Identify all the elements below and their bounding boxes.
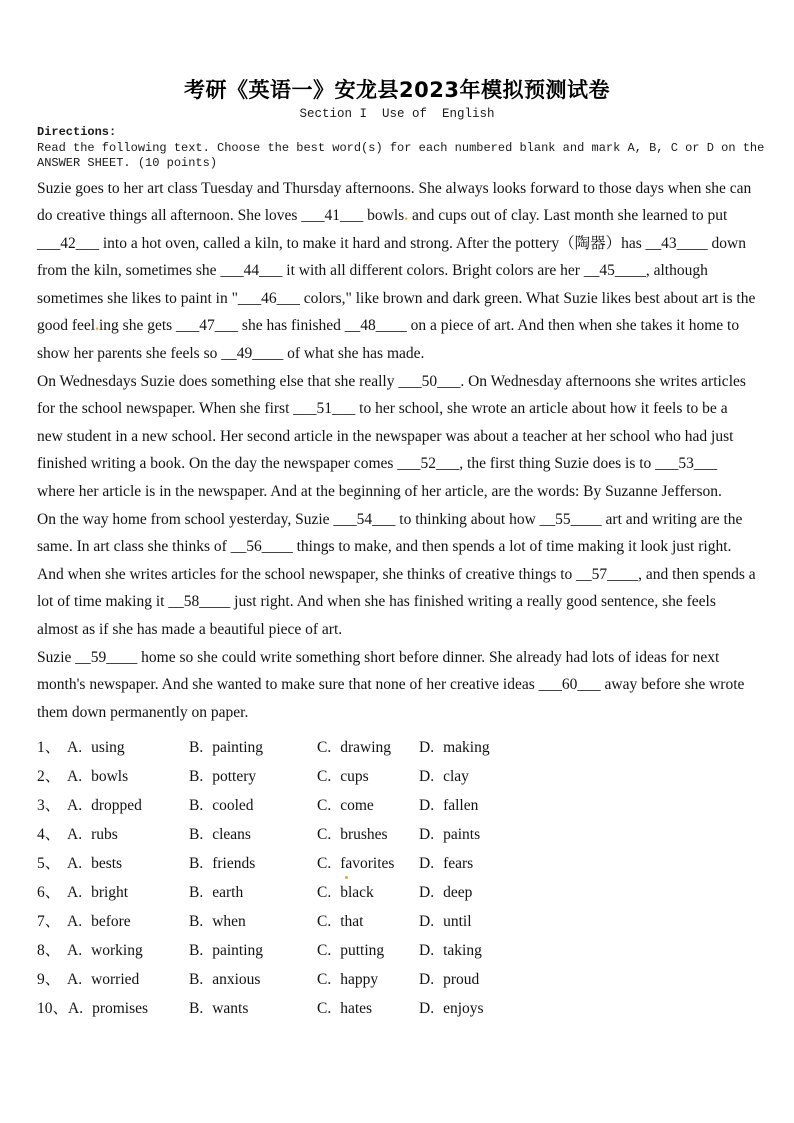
question-row (37, 792, 757, 821)
option-word: bright (91, 883, 129, 901)
passage-paragraph-4: Suzie __59____ home so she could write something short before dinner. She already had lots of ideas for next month's newspaper. And she wanted to make sure that none of her creative ideas ___60___ away before she wrote them down permanently on paper. (37, 648, 745, 721)
option-letter: C. (317, 768, 332, 786)
option-word: working (91, 941, 143, 959)
option-text (91, 850, 122, 879)
option-text (212, 937, 263, 966)
option-word: when (212, 912, 246, 930)
option-a (37, 763, 189, 792)
option-text (340, 763, 368, 792)
passage-paragraph-3: On the way home from school yesterday, Suzie ___54___ to thinking about how __55____ art and writing are the same. In art class she thinks of __56____ things to make, and then spends a lot of time making it look just right. And when she writes articles for the school newspaper, she thinks of creative things to __57____, and then spends a lot of time making it __58____ just right. And when she has finished writing a really good sentence, she feels almost as if she has made a beautiful piece of art. (37, 510, 756, 638)
option-letter: C. (317, 739, 332, 757)
option-word: until (443, 912, 472, 930)
option-a (37, 850, 189, 879)
option-text (340, 966, 378, 995)
option-c (317, 879, 419, 908)
option-word: bowls (91, 768, 129, 786)
option-text (212, 821, 251, 850)
question-row (37, 734, 757, 763)
option-b (189, 937, 317, 966)
directions-text: Read the following text. Choose the best word(s) for each numbered blank and mark A, B, C or D on the ANSWER SHEET. (10 points) (37, 140, 765, 170)
option-b (189, 821, 317, 850)
question-row (37, 908, 757, 937)
option-d (419, 763, 757, 792)
question-number: 3、 (37, 797, 61, 815)
option-letter: B. (189, 739, 204, 757)
option-letter: D. (419, 970, 435, 988)
option-word: wants (212, 999, 249, 1017)
option-b (189, 966, 317, 995)
option-text (212, 763, 256, 792)
option-text (340, 908, 363, 937)
option-text (340, 879, 374, 908)
option-text (212, 850, 255, 879)
question-row (37, 879, 757, 908)
option-b (189, 734, 317, 763)
option-text (443, 821, 480, 850)
option-word: using (91, 739, 125, 757)
option-word: worried (91, 970, 140, 988)
option-letter: D. (419, 912, 435, 930)
option-text (443, 734, 490, 763)
option-d (419, 966, 757, 995)
option-text (443, 966, 479, 995)
option-b (189, 850, 317, 879)
option-word: black (340, 883, 374, 901)
question-number: 6、 (37, 883, 61, 901)
option-text (212, 995, 248, 1024)
orange-period: . (95, 317, 99, 335)
option-letter: C. (317, 797, 332, 815)
option-letter: A. (68, 999, 84, 1017)
option-text (443, 995, 483, 1024)
option-b (189, 879, 317, 908)
option-text (91, 821, 118, 850)
option-word: cooled (212, 797, 254, 815)
option-d (419, 792, 757, 821)
option-letter: A. (67, 912, 83, 930)
option-word: hates (340, 999, 373, 1017)
question-number: 1、 (37, 739, 61, 757)
option-letter: D. (419, 797, 435, 815)
option-word: fallen (443, 797, 479, 815)
option-letter: C. (317, 999, 332, 1017)
option-text (340, 995, 372, 1024)
option-word: enjoys (443, 999, 484, 1017)
option-word: promises (92, 999, 149, 1017)
option-letter: B. (189, 826, 204, 844)
option-letter: D. (419, 768, 435, 786)
passage-paragraph-1 (37, 175, 757, 368)
option-c (317, 763, 419, 792)
option-letter: A. (67, 797, 83, 815)
option-letter: A. (67, 826, 83, 844)
option-d (419, 734, 757, 763)
option-text (91, 966, 139, 995)
question-list (37, 734, 757, 1023)
question-number: 4、 (37, 826, 61, 844)
option-word: friends (212, 855, 256, 872)
page-title: 考研《英语一》安龙县2023年模拟预测试卷 (184, 78, 610, 102)
option-letter: C. (317, 883, 332, 901)
option-word: that (340, 912, 364, 930)
question-row (37, 937, 757, 966)
option-text (443, 850, 473, 879)
passage-paragraph-2: On Wednesdays Suzie does something else that she really ___50___. On Wednesday afternoons she writes articles for the school newspaper. When she first ___51___ to her school, she wrote an article about how it feels to be a new student in a new school. Her second article in the newspaper was about a teacher at her school who had just finished writing a book. On the day the newspaper comes ___52___, the first thing Suzie does is to ___53___ where her article is in the newspaper. And at the beginning of her article, are the words: By Suzanne Jefferson. (37, 372, 746, 501)
option-word: dropped (91, 797, 142, 815)
option-letter: B. (189, 912, 204, 930)
directions-label: Directions: (37, 125, 117, 139)
option-word: painting (212, 941, 264, 959)
option-word: come (340, 797, 374, 815)
option-letter: B. (189, 883, 204, 901)
option-word: drawing (340, 739, 392, 757)
option-letter: C. (317, 970, 332, 988)
option-a (37, 908, 189, 937)
question-number: 7、 (37, 912, 61, 930)
question-number: 8、 (37, 941, 61, 959)
option-c (317, 850, 419, 879)
option-text (340, 850, 394, 879)
option-text (443, 937, 482, 966)
option-text (92, 995, 148, 1024)
option-text (443, 792, 478, 821)
option-letter: D. (419, 999, 435, 1017)
option-letter: A. (67, 739, 83, 757)
question-number: 2、 (37, 768, 61, 786)
option-c (317, 908, 419, 937)
option-text (212, 966, 260, 995)
option-letter: A. (67, 855, 83, 872)
option-letter: C. (317, 826, 332, 844)
option-c (317, 937, 419, 966)
option-text (443, 763, 469, 792)
option-letter: B. (189, 970, 204, 988)
option-a (37, 995, 189, 1024)
question-row (37, 821, 757, 850)
option-b (189, 792, 317, 821)
option-text (340, 937, 384, 966)
option-word: painting (212, 739, 264, 757)
option-text (212, 908, 246, 937)
option-text (340, 734, 391, 763)
option-c (317, 995, 419, 1024)
option-a (37, 792, 189, 821)
option-word: bests (91, 855, 123, 872)
paragraph-text: ing she gets ___47___ she has finished __48____ on a piece of art. And then when she takes it home to show her parents she feels so __49____ of what she has made. (37, 317, 740, 363)
option-letter: D. (419, 855, 435, 872)
option-word: paints (443, 826, 481, 844)
option-word: before (91, 912, 131, 930)
option-word: earth (212, 883, 244, 901)
paragraph-text: Suzie goes to her art class Tuesday and Thursday afternoons. She always looks forward to those days when she can do creative things all afternoon. She loves ___41___ bowls (37, 179, 752, 225)
option-letter: A. (67, 970, 83, 988)
option-d (419, 995, 757, 1024)
option-a (37, 734, 189, 763)
option-d (419, 937, 757, 966)
option-word: brushes (340, 826, 388, 844)
option-c (317, 792, 419, 821)
question-row (37, 995, 757, 1024)
option-word: favorites (340, 855, 395, 872)
option-word: putting (340, 941, 385, 959)
option-letter: A. (67, 883, 83, 901)
option-text (443, 879, 472, 908)
option-c (317, 821, 419, 850)
option-text (91, 937, 143, 966)
question-row (37, 763, 757, 792)
option-text (91, 879, 128, 908)
option-word: fears (443, 855, 474, 872)
option-letter: B. (189, 999, 204, 1017)
option-letter: D. (419, 739, 435, 757)
question-number: 10、 (37, 999, 69, 1017)
option-d (419, 879, 757, 908)
option-word: clay (443, 768, 469, 786)
option-b (189, 995, 317, 1024)
option-letter: B. (189, 797, 204, 815)
option-word: cups (340, 768, 369, 786)
question-number: 9、 (37, 970, 61, 988)
question-row (37, 850, 757, 879)
option-text (91, 792, 142, 821)
option-word: making (443, 739, 490, 757)
option-word: proud (443, 970, 480, 988)
orange-period: . (404, 207, 409, 225)
option-c (317, 734, 419, 763)
option-text (340, 821, 387, 850)
option-d (419, 850, 757, 879)
option-a (37, 966, 189, 995)
option-text (212, 879, 243, 908)
option-word: cleans (212, 826, 251, 844)
option-word: taking (443, 941, 482, 959)
paragraph-text: and cups out of clay. Last month she learned to put ___42___ into a hot oven, called a kiln, to make it hard and strong. After the pottery（陶器）has __43____ down from the kiln, sometimes she ___44___ it with all different colors. Bright colors are her __45____, although sometimes she likes to paint in "___46___ colors," like brown and dark green. What Suzie likes best about art is the good feel (37, 207, 756, 335)
option-letter: C. (317, 912, 332, 930)
option-c (317, 966, 419, 995)
option-d (419, 908, 757, 937)
option-letter: D. (419, 883, 435, 901)
option-a (37, 937, 189, 966)
option-word: happy (340, 970, 379, 988)
option-letter: B. (189, 941, 204, 959)
directions-block (37, 125, 771, 172)
option-word: rubs (91, 826, 118, 844)
option-letter: C. (317, 941, 332, 959)
option-word: anxious (212, 970, 261, 988)
option-letter: B. (189, 768, 204, 786)
option-text (91, 908, 131, 937)
option-text (212, 734, 263, 763)
option-letter: D. (419, 941, 435, 959)
option-b (189, 763, 317, 792)
option-text (340, 792, 374, 821)
option-text (212, 792, 253, 821)
section-heading: Section I Use of English (299, 107, 495, 121)
option-a (37, 821, 189, 850)
option-text (443, 908, 471, 937)
question-number: 5、 (37, 855, 61, 872)
question-row (37, 966, 757, 995)
option-a (37, 879, 189, 908)
option-word: pottery (212, 768, 257, 786)
option-letter: C. (317, 855, 332, 872)
option-letter: B. (189, 855, 204, 872)
option-d (419, 821, 757, 850)
option-word: deep (443, 883, 473, 901)
option-text (91, 763, 128, 792)
passage (37, 175, 757, 727)
option-letter: D. (419, 826, 435, 844)
option-text (91, 734, 125, 763)
option-b (189, 908, 317, 937)
option-letter: A. (67, 941, 83, 959)
option-letter: A. (67, 768, 83, 786)
